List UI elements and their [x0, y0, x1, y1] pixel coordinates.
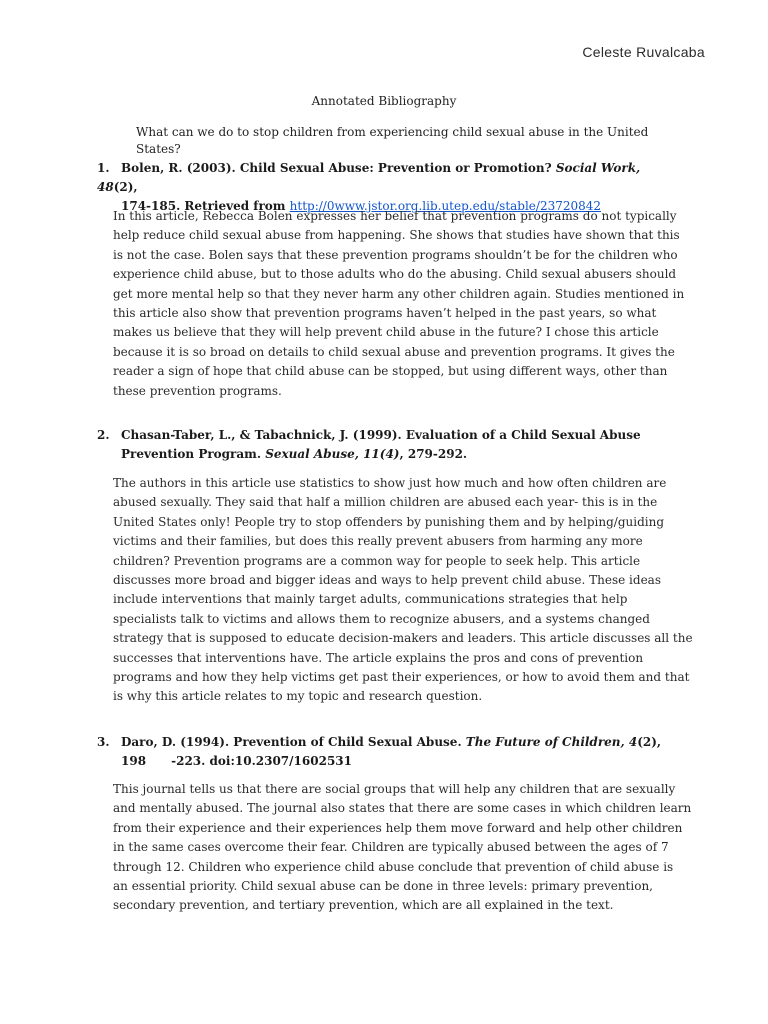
annotation-line: these prevention programs.	[113, 383, 282, 398]
citation-text: Chasan-Taber, L., & Tabachnick, J. (1999). Evaluation of a Child Sexual Abuse	[121, 428, 641, 442]
annotation-1	[113, 207, 683, 401]
annotation-line: successes that interventions have. The article explains the pros and cons of prevention	[113, 650, 644, 665]
citation-text-cont: Prevention Program.	[121, 447, 266, 461]
annotation-line: include interventions that mainly target adults, communications strategies that help	[113, 592, 628, 607]
citation-pages: , 279-292.	[399, 447, 468, 461]
annotation-line: reader a sign of hope that child abuse can be stopped, but using different ways, other than	[113, 364, 668, 379]
annotation-line: is not the case. Bolen says that these prevention programs shouldn’t be for the children who	[113, 247, 678, 262]
annotation-line: This journal tells us that there are social groups that will help any children that are sexually	[113, 782, 676, 796]
research-question-line-1: What can we do to stop children from experiencing child sexual abuse in the United	[136, 125, 649, 139]
annotation-line: experience child abuse, but to those adults who do the abusing. Child sexual abusers should	[113, 267, 677, 282]
annotation-line: and mentally abused. The journal also states that there are some cases in which children learn	[113, 801, 692, 816]
annotation-line: abused sexually. They said that half a million children are abused each year- this is in the	[113, 495, 658, 510]
annotation-line: an essential priority. Child sexual abuse can be done in three levels: primary prevention,	[113, 879, 653, 894]
annotation-line: because it is so broad on details to child sexual abuse and prevention programs. It gives the	[113, 344, 675, 359]
annotation-line: is why this article relates to my topic and research question.	[113, 689, 483, 704]
annotation-3	[113, 780, 692, 916]
citation-number: 3.	[97, 735, 110, 749]
annotation-line: strategy that is supposed to educate decision-makers and leaders. This article discusses all the	[113, 631, 693, 646]
annotation-line: secondary prevention, and tertiary prevention, which are all explained in the text.	[113, 898, 614, 913]
citation-number: 1.	[97, 161, 110, 175]
annotation-line: makes us believe that they will help prevent child abuse in the future? I chose this article	[113, 325, 659, 340]
annotation-line: help reduce child sexual abuse from happening. She shows that studies have shown that this	[113, 228, 680, 243]
journal-title: Sexual Abuse, 11(4)	[265, 447, 400, 461]
annotation-line: United States only! People try to stop offenders by punishing them and by helping/guiding	[113, 514, 665, 529]
annotation-line: The authors in this article use statistics to show just how much and how often children are	[113, 476, 667, 490]
citation-2	[97, 426, 667, 464]
citation-3	[97, 733, 667, 771]
page-title: Annotated Bibliography	[311, 94, 457, 108]
citation-pages: 174-185. Retrieved from	[121, 199, 290, 213]
research-question-line-2: States?	[136, 142, 181, 156]
annotation-line: from their experience and their experiences help them move forward and help other children	[113, 820, 683, 835]
citation-issue: (2),	[113, 180, 138, 194]
citation-text: Daro, D. (1994). Prevention of Child Sexual Abuse.	[121, 735, 466, 749]
annotation-line: children? Prevention programs are a common way for people to seek help. This article	[113, 553, 641, 568]
journal-title: Social Work, 48	[97, 161, 641, 194]
citation-issue: (2),	[637, 735, 662, 749]
annotation-line: in the same cases overcome their fear. Children are typically abused between the ages of 7	[113, 840, 669, 855]
annotation-line: discusses more broad and bigger ideas and ways to help prevent child abuse. These ideas	[113, 573, 661, 588]
journal-title: The Future of Children, 4	[465, 735, 638, 749]
annotation-line: programs and how they help victims get past their experiences, or how to avoid them and that	[113, 670, 690, 685]
annotation-2	[113, 474, 693, 707]
annotation-line: get more mental help so that they never harm any other children again. Studies mentioned in	[113, 286, 685, 301]
annotation-line: In this article, Rebecca Bolen expresses her belief that prevention programs do not typically	[113, 209, 677, 223]
annotation-line: through 12. Children who experience child abuse conclude that prevention of child abuse is	[113, 859, 674, 874]
research-question	[136, 124, 656, 158]
citation-link[interactable]: http://0www.jstor.org.lib.utep.edu/stable/23720842	[289, 199, 602, 213]
author-name: Celeste Ruvalcaba	[582, 44, 705, 60]
annotation-line: victims and their families, but does this really prevent abusers from harming any more	[113, 534, 643, 549]
citation-text: Bolen, R. (2003). Child Sexual Abuse: Prevention or Promotion?	[121, 161, 556, 175]
annotation-line: specialists talk to victims and allows them to recognize abusers, and a systems changed	[113, 611, 650, 626]
citation-pages: 198 -223. doi:10.2307/1602531	[121, 754, 352, 768]
citation-number: 2.	[97, 428, 110, 442]
annotation-line: this article also show that prevention programs haven’t helped in the past years, so what	[113, 306, 657, 321]
